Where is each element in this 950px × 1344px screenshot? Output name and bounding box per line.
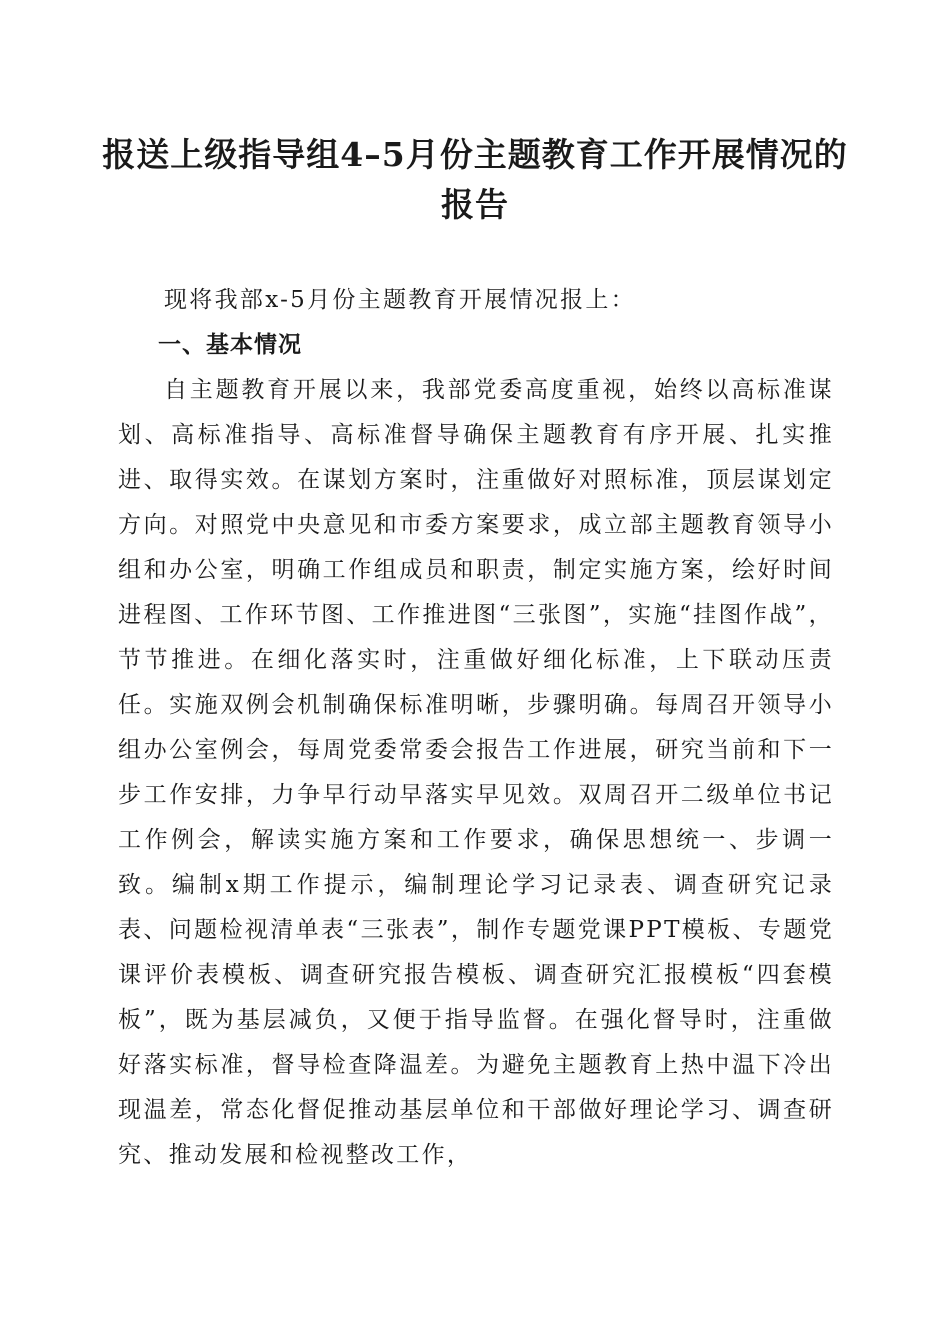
document-title: 报送上级指导组4–5月份主题教育工作开展情况的报告 bbox=[102, 135, 848, 224]
section-heading: 一、基本情况 bbox=[158, 332, 302, 358]
body-paragraph: 自主题教育开展以来，我部党委高度重视，始终以高标准谋划、高标准指导、高标准督导确保主题教育有序开展、扎实推进、取得实效。在谋划方案时，注重做好对照标准，顶层谋划定方向。对照党中央意见和市委方案要求，成立部主题教育领导小组和办公室，明确工作组成员和职责，制定实施方案，绘好时间进程图、工作环节图、工作推进图“三张图”，实施“挂图作战”，节节推进。在细化落实时，注重做好细化标准，上下联动压责任。实施双例会机制确保标准明晰，步骤明确。每周召开领导小组办公室例会，每周党委常委会报告工作进展，研究当前和下一步工作安排，力争早行动早落实早见效。双周召开二级单位书记工作例会，解读实施方案和工作要求，确保思想统一、步调一致。编制x期工作提示，编制理论学习记录表、调查研究记录表、问题检视清单表“三张表”，制作专题党课PPT模板、专题党课评价表模板、调查研究报告模板、调查研究汇报模板“四套模板”，既为基层减负，又便于指导监督。在强化督导时，注重做好落实标准，督导检查降温差。为避免主题教育上热中温下冷出现温差，常态化督促推动基层单位和干部做好理论学习、调查研究、推动发展和检视整改工作， bbox=[118, 377, 834, 1168]
document-body bbox=[118, 278, 834, 1178]
intro-paragraph: 现将我部x-5月份主题教育开展情况报上： bbox=[164, 287, 636, 313]
